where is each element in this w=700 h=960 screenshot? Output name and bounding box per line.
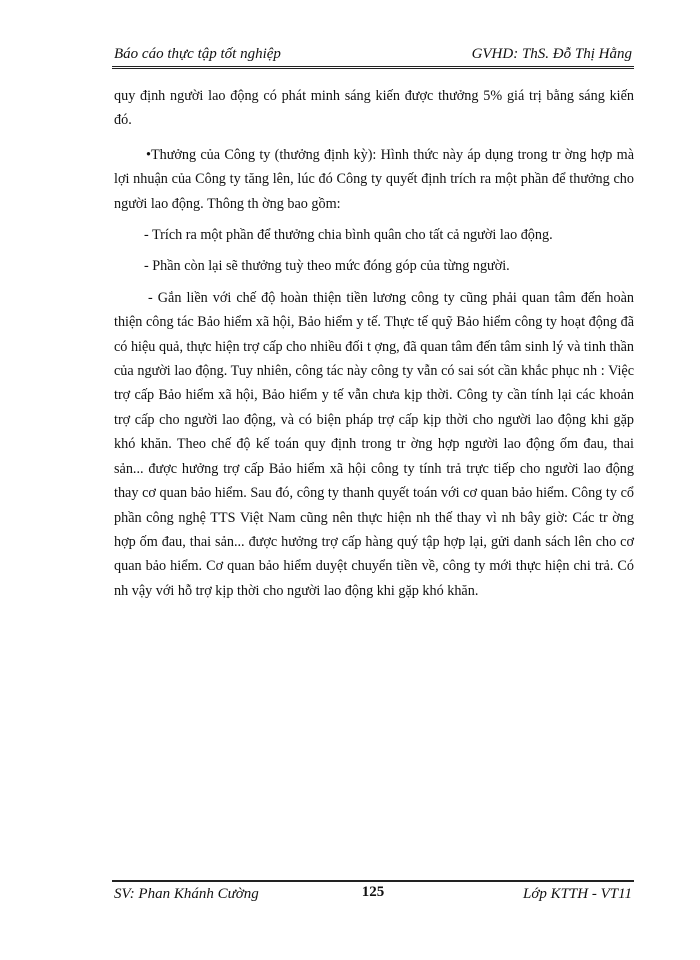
page-header xyxy=(112,44,634,69)
paragraph-invention-bonus: quy định người lao động có phát minh sáng kiến được thưởng 5% giá trị bằng sáng kiến đó. xyxy=(114,88,634,129)
student-name: SV: Phan Khánh Cường xyxy=(114,886,259,902)
paragraph-social-insurance: - Gắn liền với chế độ hoàn thiện tiền lương công ty cũng phải quan tâm đến hoàn thiện công tác Bảo hiểm xã hội, Bảo hiểm y tế. Thực tế quỹ Bảo hiểm công ty hoạt động đã có hiệu quả, thực hiện trợ cấp cho nhiều đối t ợng, đã quan tâm đến tâm sinh lý và tinh thần của người lao động. Tuy nhiên, công tác này công ty vẫn có sai sót cần khắc phục nh : Việc trợ cấp Bảo hiểm xã hội, Bảo hiểm y tế vẫn chưa kịp thời. Công ty cần tính lại các khoản trợ cấp cho người lao động, và có biện pháp trợ cấp kịp thời cho người lao động khi gặp khó khăn. Theo chế độ kế toán quy định trong tr ờng hợp người lao động ốm đau, thai sản... được hưởng trợ cấp Bảo hiểm xã hội công ty tính trả trực tiếp cho người lao động thay cơ quan bảo hiểm. Sau đó, công ty thanh quyết toán với cơ quan bảo hiểm. Công ty cổ phần công nghệ TTS Việt Nam cũng nên thực hiện nh thế thay vì nh bây giờ: Các tr ờng hợp ốm đau, thai sản... được hưởng trợ cấp hàng quý tập hợp lại, gửi danh sách lên cho cơ quan bảo hiểm. Cơ quan bảo hiểm duyệt chuyển tiền về, công ty mới thực hiện chi trả. Có nh vậy với hỗ trợ kịp thời cho người lao động khi gặp khó khăn. xyxy=(114,289,634,599)
page-footer xyxy=(112,880,634,904)
class-name: Lớp KTTH - VT11 xyxy=(522,886,632,902)
list-item-contribution-share: - Phần còn lại sẽ thưởng tuỳ theo mức đóng góp của từng người. xyxy=(144,258,510,275)
list-item-equal-share: - Trích ra một phần để thưởng chia bình quân cho tất cả người lao động. xyxy=(144,227,553,244)
page-number: 125 xyxy=(361,884,385,900)
page-body xyxy=(114,84,634,613)
report-title: Báo cáo thực tập tốt nghiệp xyxy=(114,46,281,62)
paragraph-periodic-bonus: •Thưởng của Công ty (thưởng định kỳ): Hình thức này áp dụng trong tr ờng hợp mà lợi nhuận của Công ty tăng lên, lúc đó Công ty quyết định trích ra một phần để thưởng cho người lao động. Thông th ờng bao gồm: xyxy=(114,146,634,212)
supervisor-name: GVHD: ThS. Đỗ Thị Hằng xyxy=(471,46,632,62)
